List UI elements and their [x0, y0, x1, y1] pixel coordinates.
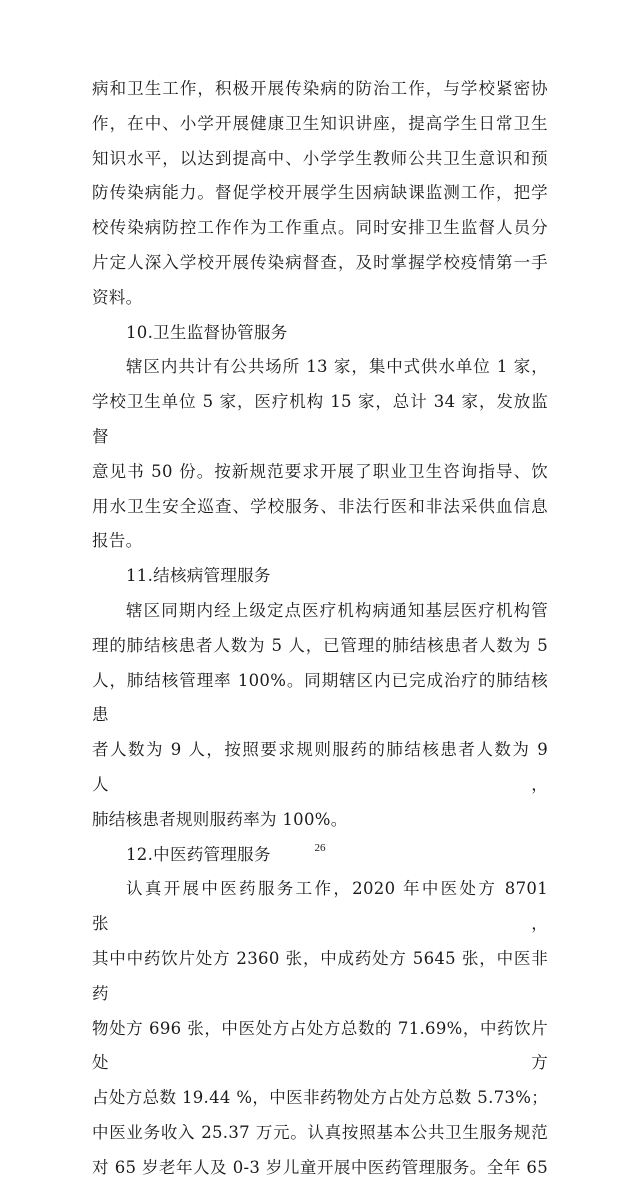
paragraph-line: 学校卫生单位 5 家，医疗机构 15 家，总计 34 家，发放监督	[92, 392, 548, 446]
paragraph-line: 病和卫生工作，积极开展传染病的防治工作，与学校紧密协	[92, 79, 548, 98]
paragraph-line: 肺结核患者规则服药率为 100%。	[92, 809, 348, 829]
page-number: 26	[314, 842, 326, 854]
paragraph-line: 资料。	[92, 287, 143, 307]
section-heading: 12.中医药管理服务	[126, 844, 271, 864]
paragraph-line: 辖区内共计有公共场所 13 家，集中式供水单位 1 家，	[126, 357, 548, 377]
paragraph-line: 意见书 50 份。按新规范要求开展了职业卫生咨询指导、饮	[92, 461, 548, 481]
paragraph-line: 报告。	[92, 531, 143, 551]
paragraph-line: 物处方 696 张，中医处方占处方总数的 71.69%，中药饮片处方	[92, 1018, 548, 1073]
paragraph-line: 校传染病防控工作作为工作重点。同时安排卫生监督人员分	[92, 218, 548, 238]
paragraph-line: 理的肺结核患者人数为 5 人，已管理的肺结核患者人数为 5	[92, 635, 548, 655]
paragraph-line: 占处方总数 19.44 %，中医非药物处方占处方总数 5.73%；	[92, 1088, 548, 1108]
section-heading: 10.卫生监督协管服务	[126, 322, 288, 342]
paragraph-line: 人，肺结核管理率 100%。同期辖区内已完成治疗的肺结核患	[92, 670, 548, 725]
body-text	[92, 72, 548, 1186]
section-heading: 11.结核病管理服务	[126, 566, 271, 586]
paragraph-line: 辖区同期内经上级定点医疗机构病通知基层医疗机构管	[126, 600, 548, 620]
paragraph-line: 片定人深入学校开展传染病督查，及时掌握学校疫情第一手	[92, 252, 548, 272]
paragraph-line: 知识水平，以达到提高中、小学学生教师公共卫生意识和预	[92, 148, 548, 168]
paragraph-line: 对 65 岁老年人及 0-3 岁儿童开展中医药管理服务。全年 65	[92, 1157, 548, 1177]
paragraph-line: 其中中药饮片处方 2360 张，中成药处方 5645 张，中医非药	[92, 948, 548, 1003]
paragraph-line: 认真开展中医药服务工作，2020 年中医处方 8701 张，	[92, 879, 548, 934]
paragraph-line: 中医业务收入 25.37 万元。认真按照基本公共卫生服务规范	[92, 1122, 548, 1142]
paragraph-line: 者人数为 9 人，按照要求规则服药的肺结核患者人数为 9 人，	[92, 740, 548, 794]
paragraph-line: 防传染病能力。督促学校开展学生因病缺课监测工作，把学	[92, 183, 548, 203]
paragraph-line: 用水卫生安全巡查、学校服务、非法行医和非法采供血信息	[92, 496, 548, 516]
paragraph-line: 作，在中、小学开展健康卫生知识讲座，提高学生日常卫生	[92, 113, 548, 133]
